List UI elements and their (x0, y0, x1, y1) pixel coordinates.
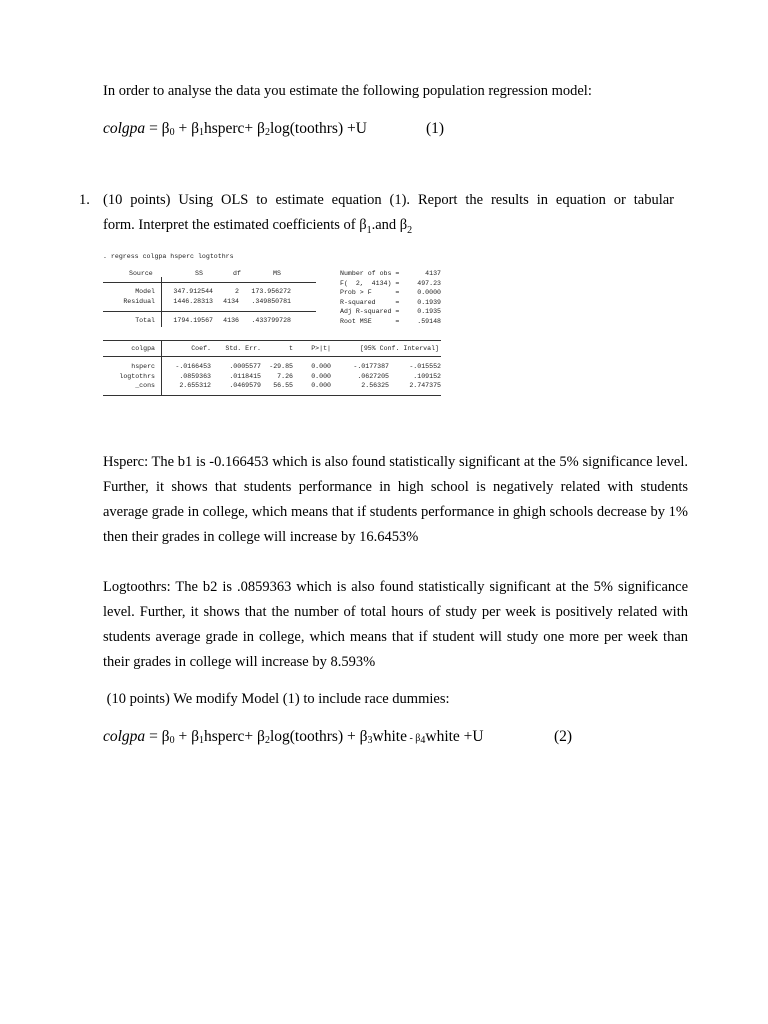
anova-total-rule (103, 311, 316, 312)
coef-row-coef: -.0166453 (175, 363, 211, 370)
eq2-number: (2) (554, 728, 573, 745)
anova-header-source: Source (129, 270, 153, 277)
eq2-part: hsperc+ β (203, 728, 265, 745)
coef-row-var: logtothrs (119, 372, 155, 380)
hsperc-interpretation: Hsperc: The b1 is -0.166453 which is also found statistically significant at the 5% significance level. Further, it shows that students performance in high school is negatively related with students average grade in college, which means that if students performance in ghigh schools decrease by 1% then their grades in college will increase by 16.6453% (103, 454, 688, 545)
anova-row-residual-df: 4134 (223, 298, 239, 305)
coef-bottom-rule (103, 395, 441, 396)
eq1-sub: 1 (198, 127, 204, 138)
eq2-sub: 2 (264, 735, 270, 746)
stat-value: 0.0000 (417, 289, 441, 296)
coef-row-ci-high: 2.747375 (409, 382, 441, 389)
anova-total-ms: .433799728 (251, 317, 291, 324)
stat-label: Prob > F = (340, 289, 400, 296)
anova-header-ss: SS (195, 270, 203, 277)
q1-part: .and β (371, 217, 408, 233)
coef-row-se: .0005577 (229, 363, 261, 370)
eq2-part: - β (406, 733, 421, 744)
stat-label: F( 2, 4134) = (340, 279, 400, 287)
q1-part: form. Interpret the estimated coefficients of β (103, 217, 367, 233)
eq1-number: (1) (426, 120, 445, 137)
eq2-part: log(toothrs) + β (269, 728, 368, 745)
question-1-number: 1. (79, 192, 90, 208)
eq2-sub: 0 (169, 735, 175, 746)
eq1-part: hsperc+ β (203, 120, 265, 137)
eq2-part: white +U (425, 728, 484, 745)
question-2-text: (10 points) We modify Model (1) to include race dummies: (103, 691, 450, 707)
coef-row-coef: .0859363 (179, 372, 211, 380)
coef-row-var: hsperc (131, 363, 155, 370)
coef-header-rule (103, 356, 441, 357)
question-1-line2 (103, 213, 674, 243)
coef-row-ci-low: .0627205 (357, 372, 389, 380)
anova-row-residual-ss: 1446.28313 (173, 298, 213, 305)
coef-row-t: 56.55 (273, 382, 293, 389)
stat-value: 497.23 (417, 279, 441, 287)
eq1-part: = β (145, 120, 170, 137)
coef-row-t: 7.26 (277, 372, 293, 380)
coef-row-se: .0469579 (229, 382, 261, 389)
anova-total-ss: 1794.19567 (173, 317, 213, 324)
stat-label: R-squared = (340, 298, 400, 306)
eq1-part: + β (174, 120, 199, 137)
coef-row-coef: 2.655312 (179, 382, 211, 389)
stat-label: Number of obs = (340, 270, 400, 277)
stat-value: .59148 (417, 317, 441, 325)
coef-row-ci-high: .109152 (413, 372, 441, 380)
anova-row-model-ss: 347.912544 (173, 288, 213, 295)
eq1-part: log(toothrs) +U (269, 120, 367, 137)
stat-label: Root MSE = (340, 317, 400, 325)
stat-value: 0.1935 (417, 308, 441, 315)
anova-header-rule (103, 282, 316, 283)
coef-row-p: 0.000 (311, 382, 331, 389)
coef-header-se: Std. Err. (225, 345, 261, 352)
anova-row-model-df: 2 (235, 288, 239, 295)
stat-value: 4137 (425, 270, 441, 277)
eq1-sub: 0 (169, 127, 175, 138)
eq1-sub: 2 (264, 127, 270, 138)
coef-row-t: -29.85 (269, 363, 293, 370)
equation-2 (103, 724, 663, 753)
coef-row-p: 0.000 (311, 372, 331, 380)
coef-header-t: t (289, 345, 293, 352)
anova-total-df: 4136 (223, 317, 239, 324)
stat-label: Adj R-squared = (340, 308, 400, 315)
eq2-part: = β (145, 728, 170, 745)
coef-row-p: 0.000 (311, 363, 331, 370)
anova-row-residual-source: Residual (123, 298, 155, 305)
intro-text: In order to analyse the data you estimate the following population regression model: (103, 83, 592, 99)
coef-divider (161, 340, 162, 396)
eq2-part: white (372, 728, 407, 745)
eq2-part: + β (174, 728, 199, 745)
equation-1 (103, 116, 663, 145)
coef-header-var: colgpa (131, 345, 155, 352)
eq2-sub: 1 (198, 735, 204, 746)
coef-row-ci-high: -.015552 (409, 363, 441, 370)
q1-sub: 2 (407, 224, 413, 236)
coef-row-ci-low: -.0177387 (353, 363, 389, 370)
coef-header-coef: Coef. (191, 345, 211, 352)
eq2-sub: 3 (367, 735, 373, 746)
anova-row-residual-ms: .349850781 (251, 298, 291, 305)
question-1-text (103, 188, 674, 243)
question-1-line1: (10 points) Using OLS to estimate equation (1). Report the results in equation or tabular (103, 192, 674, 208)
eq1-lhs: colgpa (103, 120, 146, 137)
eq2-sub: 4 (420, 735, 426, 746)
logtoothrs-interpretation: Logtoothrs: The b2 is .0859363 which is also found statistically significant at the 5% significance level. Further, it shows that the number of total hours of study per week is positively related with students average grade in college, which means that if student will study one more per week than their grades in college will increase by 8.593% (103, 579, 688, 670)
q1-sub: 1 (366, 224, 372, 236)
anova-total-source: Total (135, 317, 155, 324)
coef-row-ci-low: 2.56325 (361, 382, 389, 389)
anova-row-model-ms: 173.956272 (251, 288, 291, 295)
coef-header-p: P>|t| (311, 345, 331, 352)
anova-header-df: df (233, 270, 241, 277)
anova-header-ms: MS (273, 270, 281, 277)
eq2-lhs: colgpa (103, 728, 146, 745)
anova-divider (161, 277, 162, 327)
stata-command: . regress colgpa hsperc logtothrs (103, 253, 234, 260)
anova-row-model-source: Model (135, 288, 155, 295)
coef-row-se: .0118415 (229, 372, 261, 380)
coef-header-ci: [95% Conf. Interval] (359, 345, 439, 352)
coef-top-rule (103, 340, 441, 341)
coef-row-var: _cons (135, 382, 155, 389)
stat-value: 0.1939 (417, 298, 441, 306)
